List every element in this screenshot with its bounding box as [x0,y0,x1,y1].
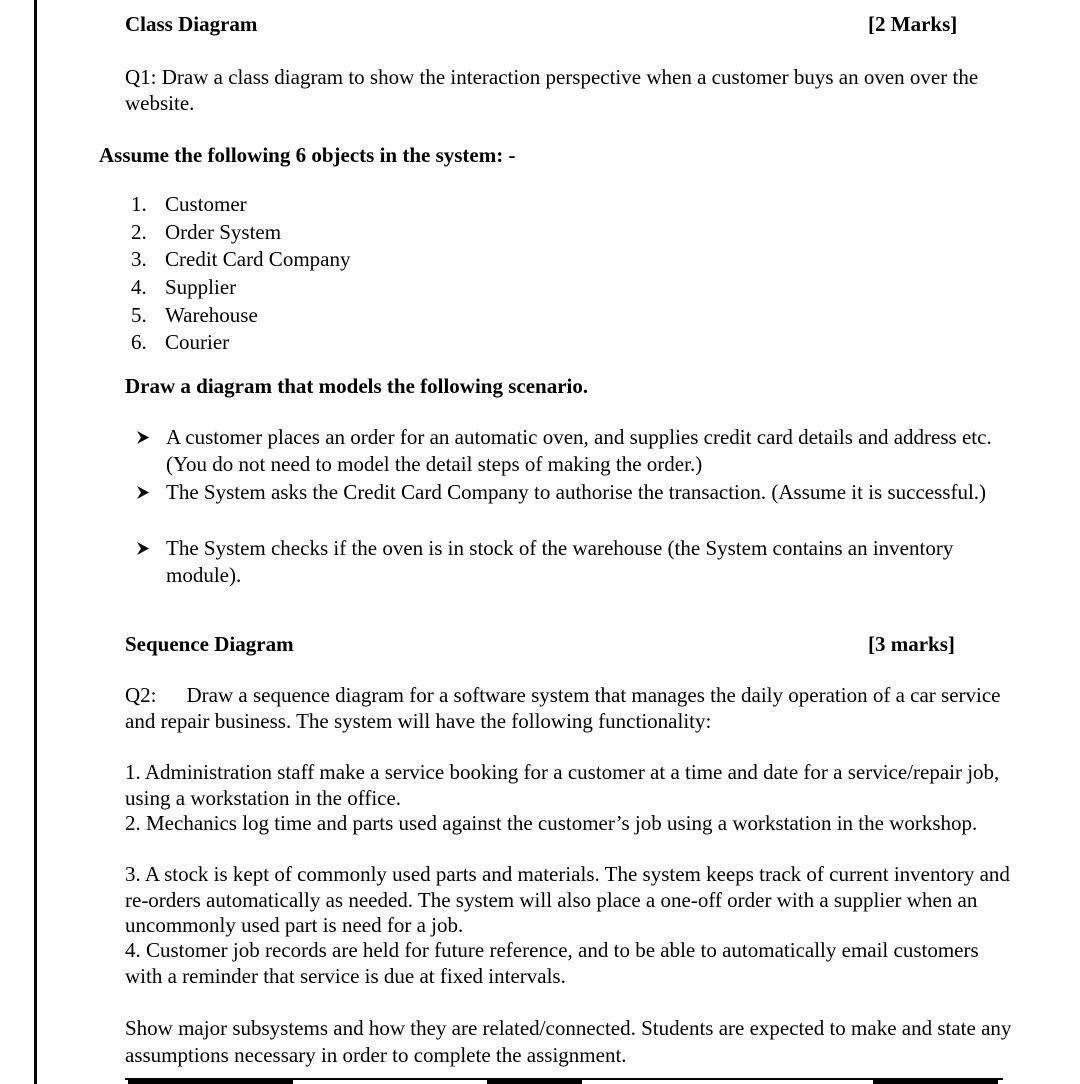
scenario-point: The System asks the Credit Card Company to authorise the transaction. (Assume it is successful.) [166,480,987,504]
scenario-point: A customer places an order for an automatic oven, and supplies credit card details and address etc. (You do not need to model the detail steps of making the order.) [166,425,992,476]
class-diagram-title: Class Diagram [125,12,258,36]
list-item-number: 5. [131,303,147,327]
functionality-item: 2. Mechanics log time and parts used against the customer’s job using a workstation in the workshop. [125,811,978,835]
scenario-point: The System checks if the oven is in stock of the warehouse (the System contains an inventory module). [166,536,954,587]
list-item-number: 3. [131,247,147,271]
list-item-label: Warehouse [165,303,258,327]
list-item-label: Courier [165,330,230,354]
q2-text [125,682,1015,734]
list-item-number: 1. [131,192,147,216]
q2-label: Q2: [125,683,157,707]
closing-paragraph: Show major subsystems and how they are related/connected. Students are expected to make and state any assumptions necessary in order to complete the assignment. [125,1016,1012,1067]
arrowhead-bullet-icon [136,479,150,506]
scenario-heading: Draw a diagram that models the following scenario. [125,374,589,398]
list-item-number: 6. [131,330,147,354]
footer-text-fragment [487,1080,582,1084]
functionality-item: 1. Administration staff make a service booking for a customer at a time and date for a service/repair job, using a workstation in the office. [125,760,1000,810]
list-item-label: Order System [165,220,282,244]
functionality-item: 4. Customer job records are held for future reference, and to be able to automatically email customers with a reminder that service is due at fixed intervals. [125,938,979,988]
list-item-label: Supplier [165,275,237,299]
page-left-border [34,0,37,1084]
assume-heading: Assume the following 6 objects in the system: - [99,143,516,167]
sequence-diagram-marks: [3 marks] [868,632,955,656]
list-item-number: 4. [131,275,147,299]
sequence-diagram-title: Sequence Diagram [125,632,294,656]
list-item-label: Customer [165,192,247,216]
arrowhead-bullet-icon [136,535,150,562]
footer-text-fragment [873,1080,998,1084]
list-item-number: 2. [131,220,147,244]
list-item-label: Credit Card Company [165,247,351,271]
footer-text-fragment [128,1080,293,1084]
class-diagram-marks: [2 Marks] [868,12,958,36]
q2-question: Draw a sequence diagram for a software system that manages the daily operation of a car service and repair business. The system will have the following functionality: [125,683,1001,733]
functionality-item: 3. A stock is kept of commonly used parts and materials. The system keeps track of current inventory and re-orders automatically as needed. The system will also place a one-off order with a supplier when an uncommonly used part is need for a job. [125,862,1010,937]
q1-text: Q1: Draw a class diagram to show the interaction perspective when a customer buys an oven over the website. [125,65,979,115]
arrowhead-bullet-icon [136,424,150,451]
